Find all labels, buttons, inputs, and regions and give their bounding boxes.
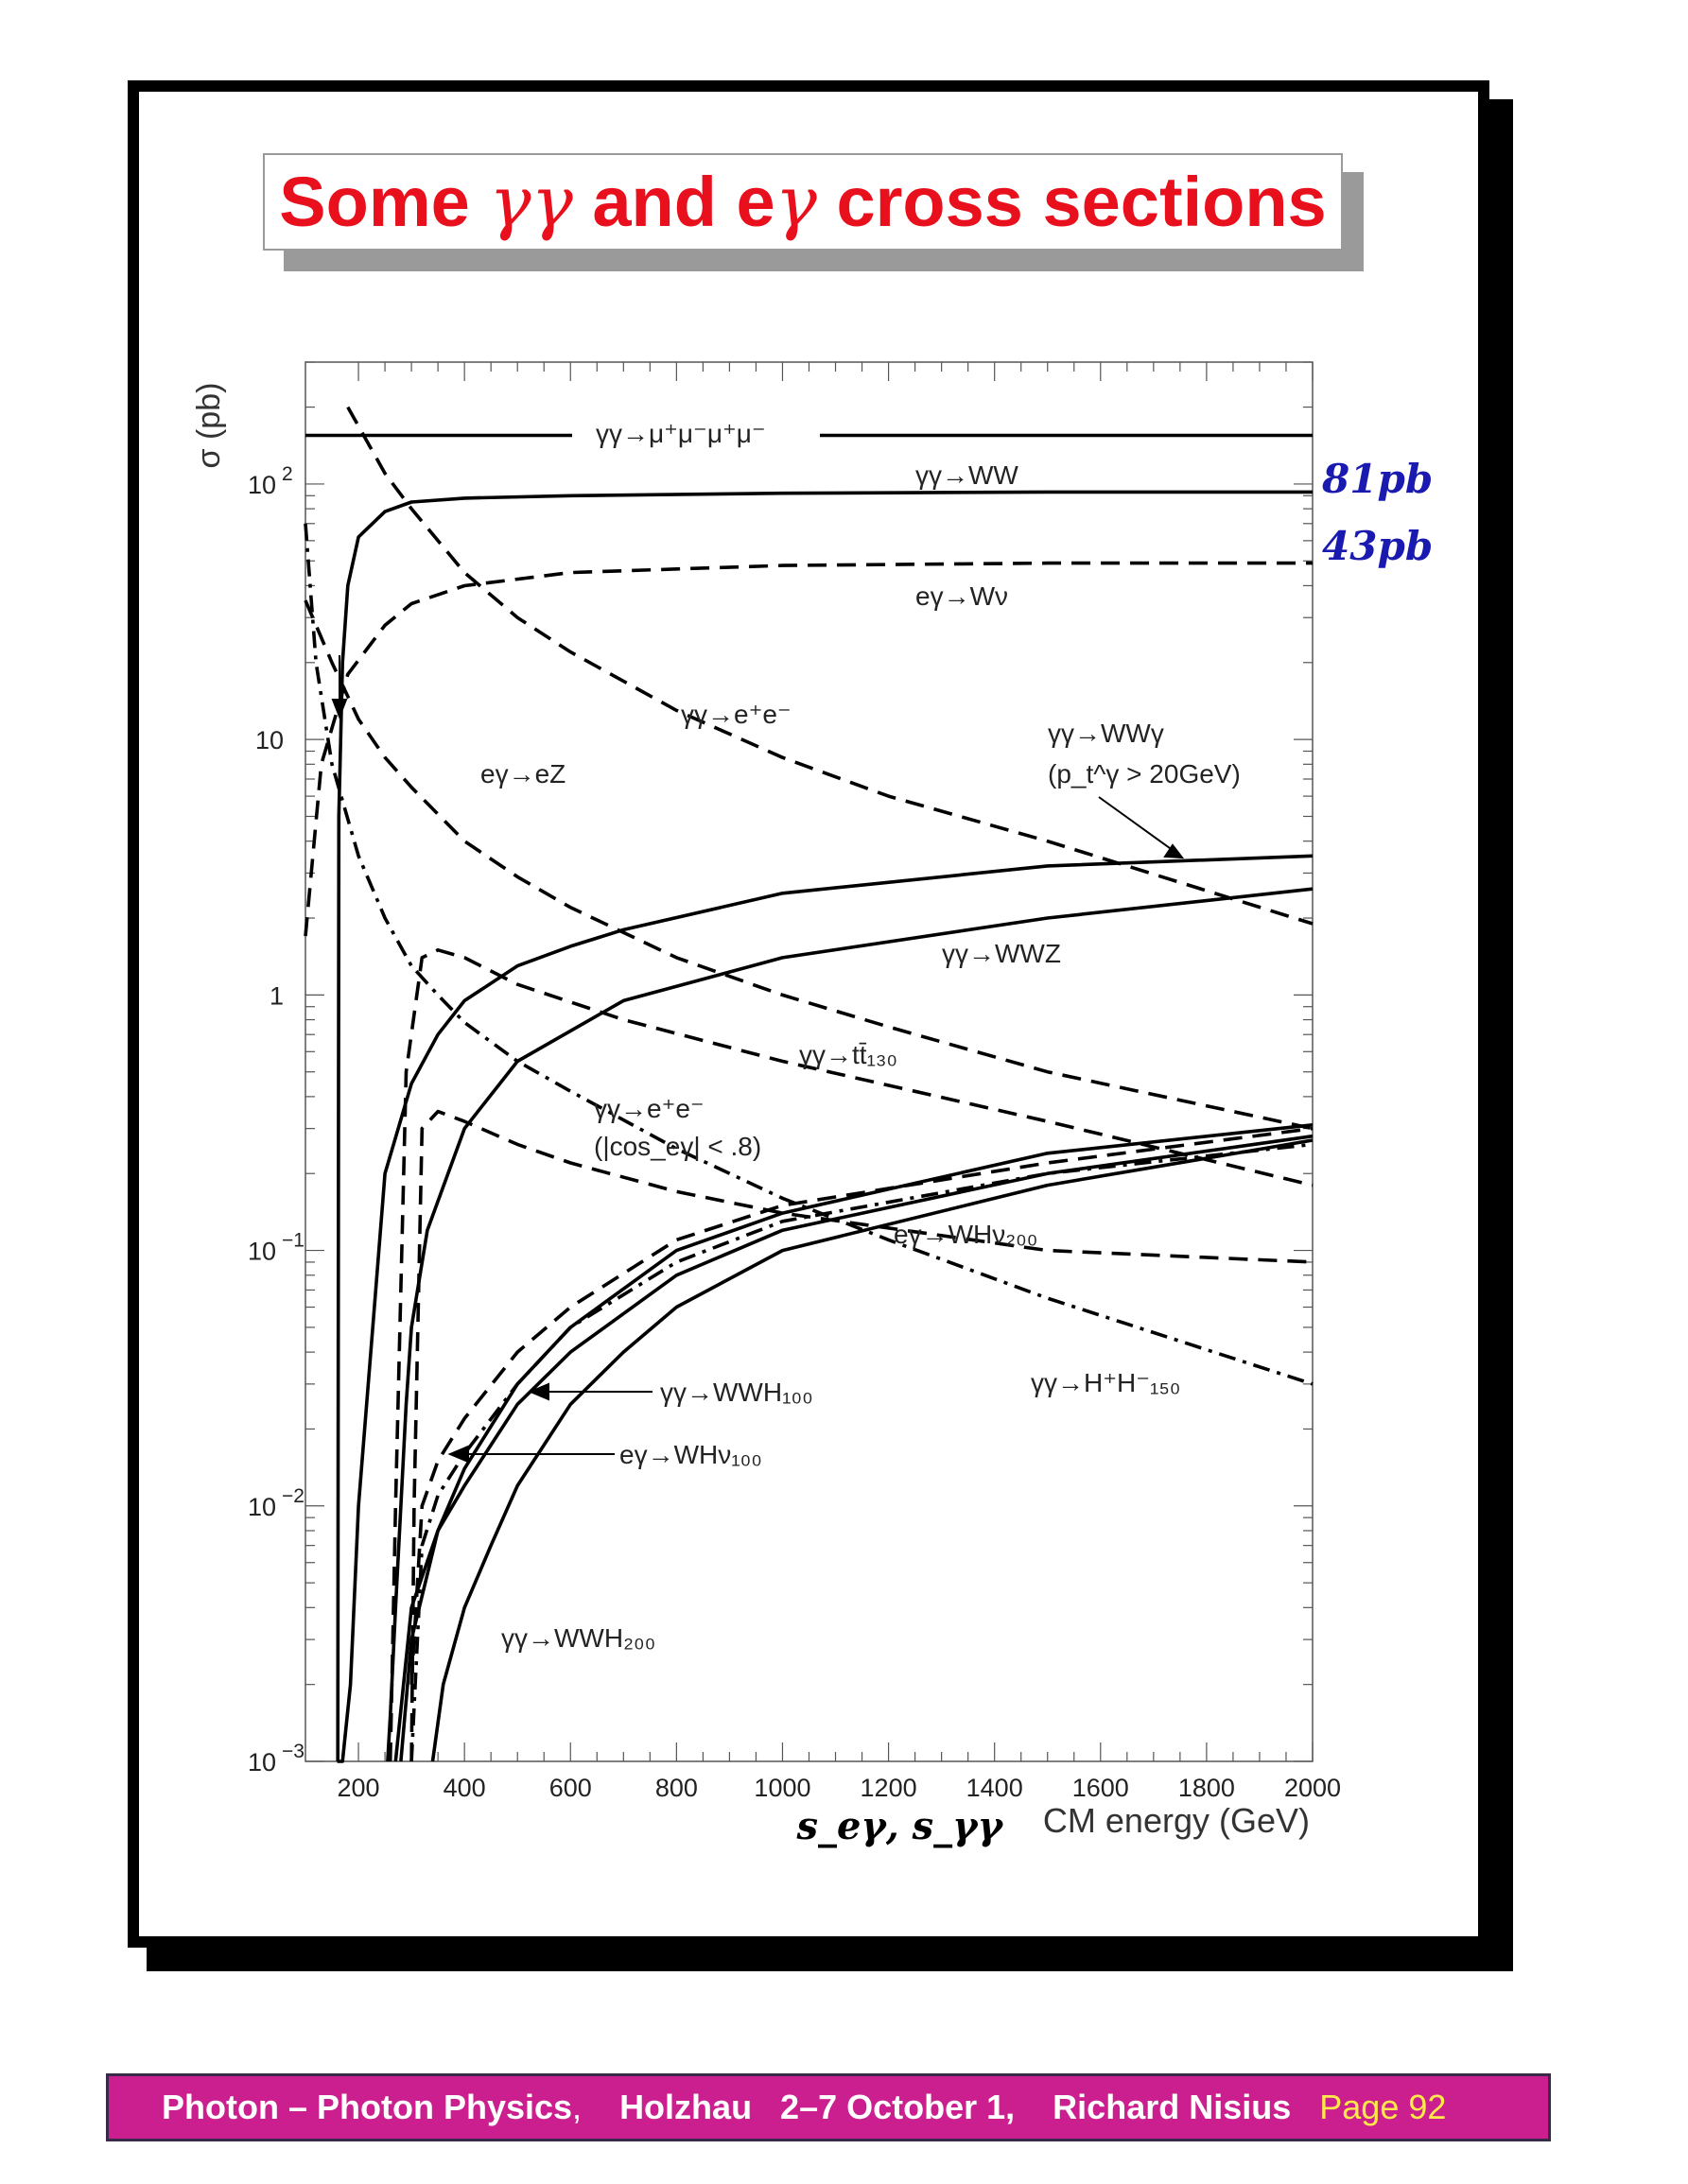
x-tick-label: 1800 xyxy=(1177,1774,1235,1802)
x-tick-labels xyxy=(338,1774,1342,1802)
title-part-2: and e xyxy=(572,162,775,241)
ann-wwh100: γγ→WWH₁₀₀ xyxy=(660,1378,813,1407)
y-tick-exponent: −2 xyxy=(282,1484,305,1507)
ann-wnu: eγ→Wν xyxy=(915,581,1008,611)
series-line-13 xyxy=(411,1144,1313,1761)
label-43pb: 43pb xyxy=(1322,523,1434,569)
series-line-14 xyxy=(401,1125,1313,1761)
footer-part-1: Photon – Photon Physics xyxy=(162,2088,573,2126)
y-tick-label: 10 xyxy=(254,726,284,755)
ann-wwz: γγ→WWZ xyxy=(942,939,1061,968)
x-tick-label: 600 xyxy=(548,1774,592,1802)
ann-tt: γγ→tt̄₁₃₀ xyxy=(799,1040,898,1069)
series-line-9 xyxy=(411,1112,1313,1761)
x-tick-label: 200 xyxy=(337,1774,380,1802)
x-axis-symbol: s_eγ, s_γγ xyxy=(796,1804,1002,1848)
ann-ez: eγ→eZ xyxy=(480,759,566,789)
ann-ww: γγ→WW xyxy=(915,460,1018,490)
x-tick-label: 800 xyxy=(654,1774,698,1802)
annotations xyxy=(480,416,1241,1653)
title-gamma-gamma: γγ xyxy=(489,161,573,243)
title-part-3: cross sections xyxy=(816,162,1327,241)
y-tick-exponent: −3 xyxy=(282,1741,305,1762)
y-tick-label: 10 xyxy=(247,1492,276,1521)
title-gamma: γ xyxy=(774,161,817,243)
y-tick-exponent: 2 xyxy=(282,462,293,485)
ann-wwh200: γγ→WWH₂₀₀ xyxy=(501,1623,656,1653)
x-tick-label: 1400 xyxy=(966,1774,1023,1802)
x-tick-label: 1600 xyxy=(1071,1774,1129,1802)
series-line-11 xyxy=(395,1136,1313,1761)
ann-wwg1: γγ→WWγ xyxy=(1048,719,1164,748)
y-tick-label: 10 xyxy=(247,1237,276,1266)
x-tick-label: 2000 xyxy=(1283,1774,1342,1802)
footer-sep: , xyxy=(572,2088,620,2126)
y-tick-exponent: −1 xyxy=(282,1229,305,1252)
arrow-wwg-line xyxy=(1099,797,1180,856)
y-axis-label: σ (pb) xyxy=(191,382,227,469)
ann-eecos2: (|cos_eγ| < .8) xyxy=(594,1132,762,1161)
footer-page-number: Page 92 xyxy=(1319,2088,1447,2126)
footer-part-2: Holzhau 2–7 October 1, Richard Nisius xyxy=(619,2088,1320,2126)
y-tick-label: 1 xyxy=(269,981,284,1011)
ann-whnu100: eγ→WHν₁₀₀ xyxy=(619,1440,762,1469)
ann-wwg2: (p_t^γ > 20GeV) xyxy=(1048,759,1241,789)
y-tick-label: 10 xyxy=(247,470,276,499)
x-tick-label: 1200 xyxy=(860,1774,917,1802)
series-line-1 xyxy=(338,492,1313,1761)
ann-mumu: γγ→μ⁺μ⁻μ⁺μ⁻ xyxy=(596,419,766,448)
y-tick-labels xyxy=(248,463,305,1777)
footer-bar xyxy=(106,2073,1551,2141)
x-axis-label: CM energy (GeV) xyxy=(1042,1801,1310,1840)
x-tick-label: 1000 xyxy=(754,1774,811,1802)
x-tick-label: 400 xyxy=(443,1774,486,1802)
title-part-1: Some xyxy=(279,162,490,241)
ann-ee: γγ→e⁺e⁻ xyxy=(681,700,792,729)
ann-whnu200: eγ→WHν₂₀₀ xyxy=(894,1220,1038,1249)
series-line-2 xyxy=(305,563,1313,937)
ann-hh: γγ→H⁺H⁻₁₅₀ xyxy=(1031,1368,1181,1397)
ann-eecos1: γγ→e⁺e⁻ xyxy=(594,1094,705,1123)
arrow-whnu100-head xyxy=(450,1447,468,1462)
curves xyxy=(305,407,1313,1761)
label-81pb: 81pb xyxy=(1322,456,1434,502)
y-tick-label: 10 xyxy=(247,1748,276,1777)
series-line-5 xyxy=(338,856,1313,1761)
arrow-crossing-head xyxy=(333,700,346,717)
